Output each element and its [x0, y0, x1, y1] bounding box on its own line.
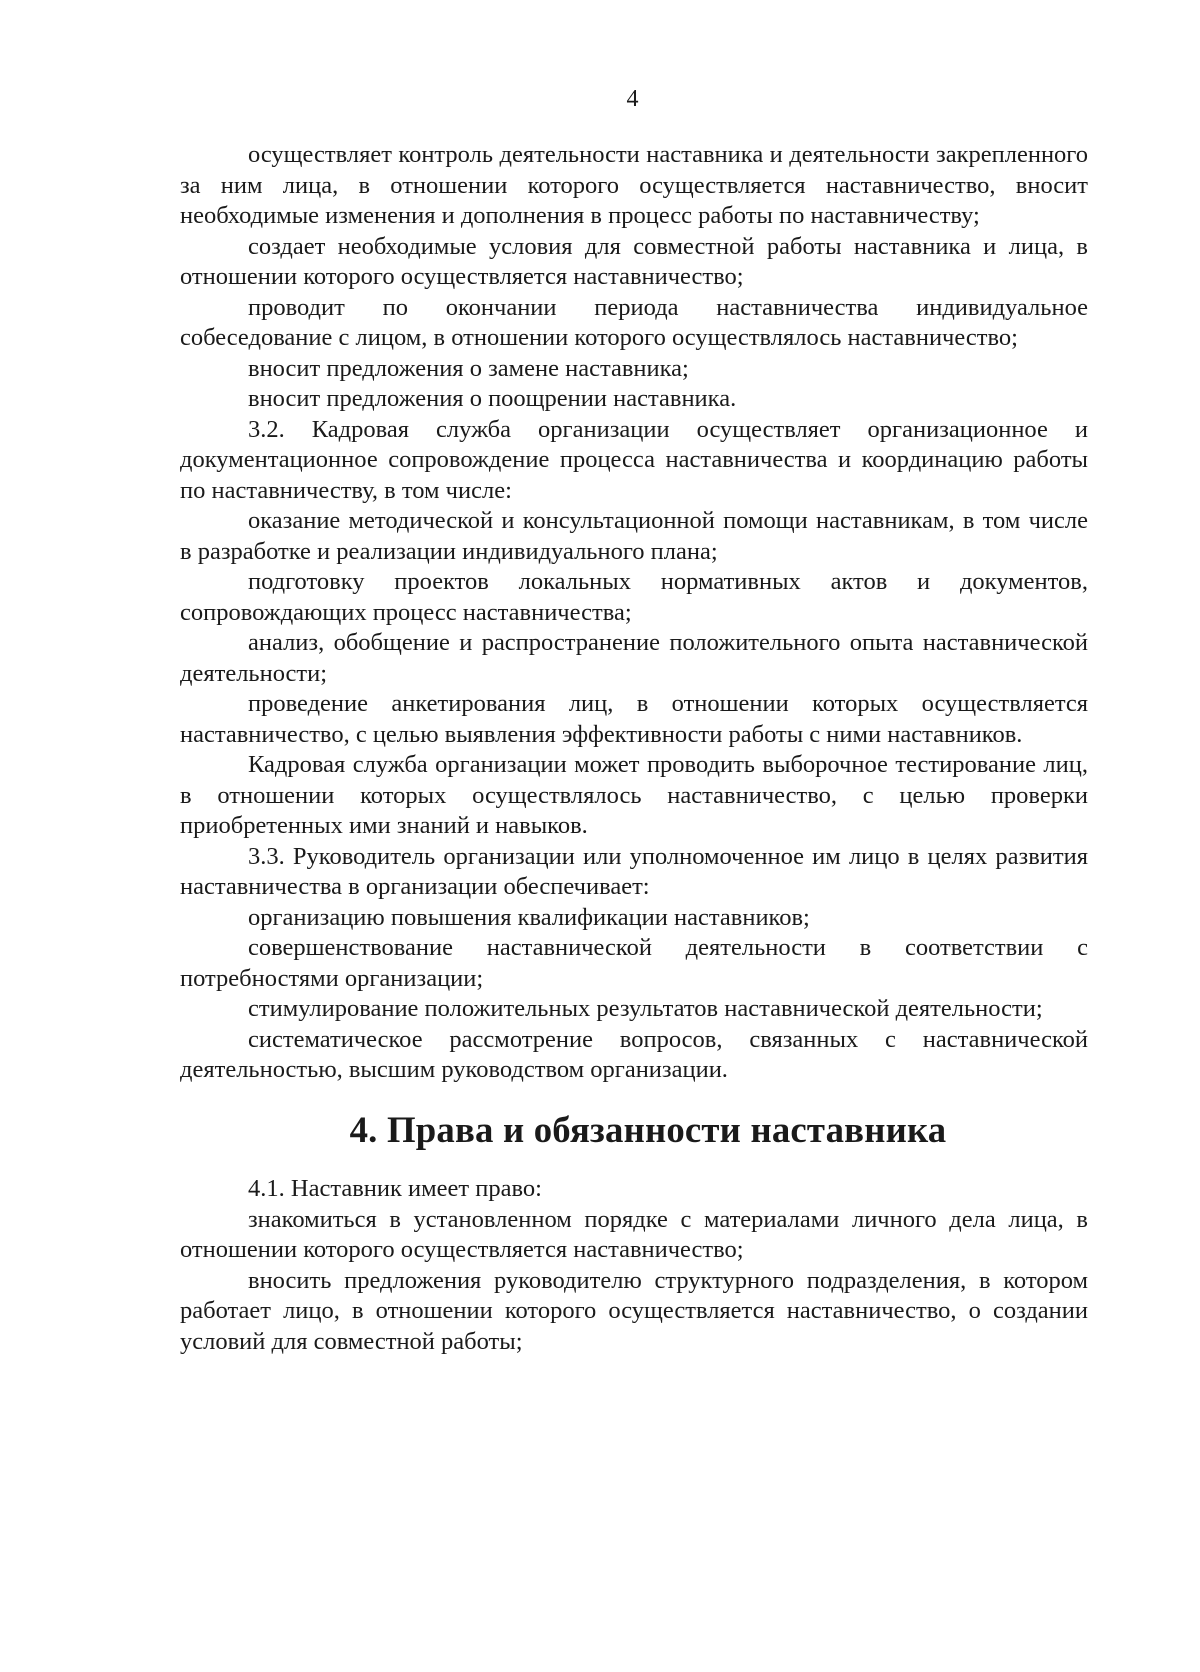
paragraph-surveys: проведение анкетирования лиц, в отношении которых осуществляется наставничество, с целью выявления эффективности работы с ними наставников. [180, 690, 1088, 748]
paragraph-4-1: 4.1. Наставник имеет право: [248, 1175, 542, 1202]
paragraph-conditions: создает необходимые условия для совместной работы наставника и лица, в отношении которого осуществляется наставничество; [180, 232, 1088, 290]
paragraph-hr-testing: Кадровая служба организации может проводить выборочное тестирование лиц, в отношении которых осуществлялось наставничество, с целью проверки приобретенных ими знаний и навыков. [180, 751, 1088, 839]
page-number: 4 [626, 86, 639, 112]
paragraph-systematic-review: систематическое рассмотрение вопросов, связанных с наставнической деятельностью, высшим руководством организации. [180, 1025, 1088, 1083]
paragraph-proposals: вносить предложения руководителю структурного подразделения, в котором работает лицо, в отношении которого осуществляется наставничество, о создании условий для совместной работы; [180, 1266, 1088, 1355]
paragraph-qualification: организацию повышения квалификации наставников; [248, 903, 810, 931]
paragraph-replacement: вносит предложения о замене наставника; [248, 354, 689, 382]
document-body [180, 140, 1088, 1357]
paragraph-3-2: 3.2. Кадровая служба организации осуществляет организационное и документационное сопровождение процесса наставничества и координацию работы по наставничеству, в том числе: [180, 415, 1088, 504]
paragraph-methodical-help: оказание методической и консультационной помощи наставникам, в том числе в разработке и реализации индивидуального плана; [180, 507, 1088, 565]
paragraph-3-3: 3.3. Руководитель организации или уполномоченное им лицо в целях развития наставничества в организации обеспечивает: [180, 842, 1088, 900]
paragraph-experience-analysis: анализ, обобщение и распространение положительного опыта наставнической деятельности; [180, 629, 1088, 687]
paragraph-personal-file: знакомиться в установленном порядке с материалами личного дела лица, в отношении которого осуществляется наставничество; [180, 1205, 1088, 1263]
section-heading: 4. Права и обязанности наставника [349, 1108, 947, 1150]
paragraph-improvement: совершенствование наставнической деятельности в соответствии с потребностями организации; [180, 934, 1088, 992]
paragraph-final-interview: проводит по окончании периода наставничества индивидуальное собеседование с лицом, в отношении которого осуществлялось наставничество; [180, 293, 1088, 351]
paragraph-stimulation: стимулирование положительных результатов наставнической деятельности; [248, 995, 1043, 1022]
paragraph-mentor-control: осуществляет контроль деятельности наставника и деятельности закрепленного за ним лица, в отношении которого осуществляется наставничество, вносит необходимые изменения и дополнения в процесс работы по наставничеству; [180, 141, 1088, 229]
paragraph-local-acts: подготовку проектов локальных нормативных актов и документов, сопровождающих процесс наставничества; [180, 568, 1088, 626]
paragraph-encouragement: вносит предложения о поощрении наставника. [248, 385, 737, 412]
